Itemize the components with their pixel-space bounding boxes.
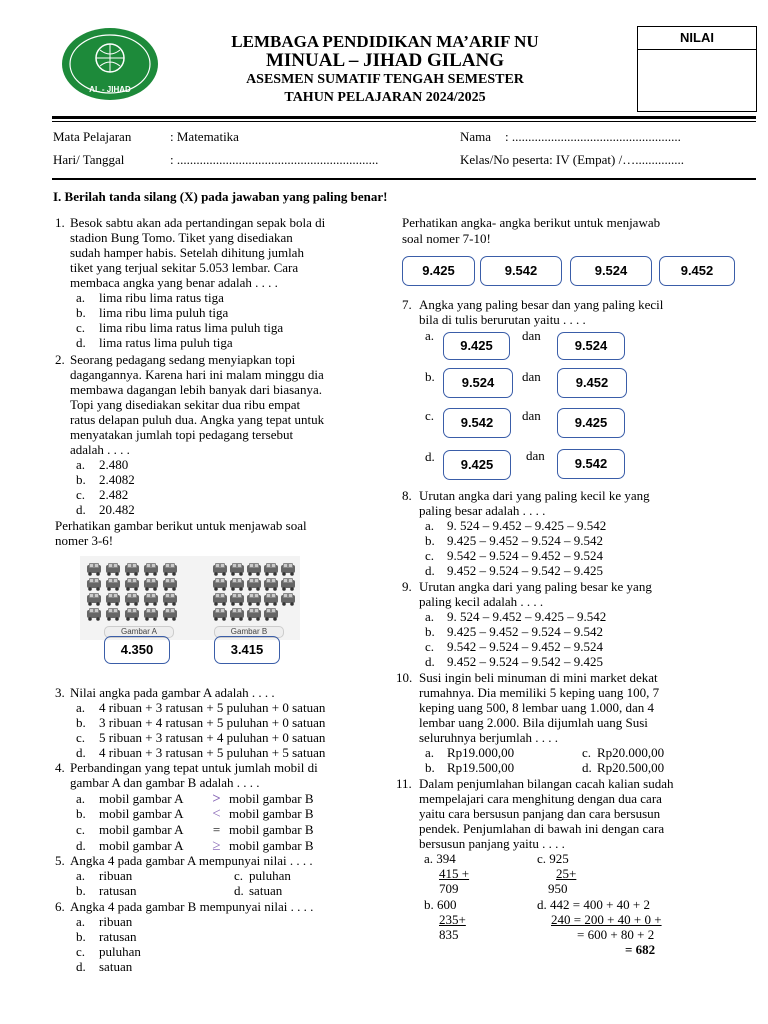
option[interactable]: a. ribuan [76, 868, 133, 883]
q11-option-a[interactable]: a. 394 415 + 709 [424, 851, 470, 896]
q7-option-letter: b. [425, 369, 435, 384]
car-icon [105, 592, 121, 606]
less-than-symbol: < [212, 806, 221, 822]
option[interactable]: b. ratusan [76, 929, 137, 944]
option[interactable]: d. 9.452 – 9.524 – 9.542 – 9.425 [425, 563, 603, 578]
q6-text: Angka 4 pada gambar B mempunyai nilai . . . . [70, 899, 314, 914]
q8-number: 8. [402, 488, 412, 503]
car-icon [162, 577, 178, 591]
car-icon [246, 607, 262, 621]
picture-b-label: Gambar B [214, 626, 284, 638]
option[interactable]: a. 9. 524 – 9.452 – 9.425 – 9.542 [425, 518, 607, 533]
equals-symbol: = [212, 822, 221, 837]
q7-option-letter: c. [425, 408, 435, 423]
info-divider [52, 178, 756, 180]
q9-options [425, 609, 606, 669]
car-icon [143, 607, 159, 621]
number-box: 9.524 [570, 256, 652, 286]
car-icon [246, 562, 262, 576]
dan-label: dan [522, 328, 541, 343]
q4-options [76, 791, 314, 854]
q7-option-c-second[interactable]: 9.425 [557, 408, 625, 438]
number-box: 9.425 [402, 256, 475, 286]
q7-option-letter: a. [425, 328, 435, 343]
option[interactable]: a. Rp19.000,00 [425, 745, 515, 760]
intro-7-10: Perhatikan angka- angka berikut untuk menjawab soal nomer 7-10! [402, 215, 661, 246]
car-icon [105, 577, 121, 591]
q5-options [76, 868, 291, 898]
option[interactable]: b. ratusan [76, 883, 137, 898]
car-icon [86, 577, 102, 591]
option[interactable]: c. puluhan [76, 944, 141, 959]
header-divider [52, 116, 756, 119]
option[interactable]: a. ribuan [76, 914, 133, 929]
option[interactable]: c. 9.542 – 9.524 – 9.452 – 9.524 [425, 548, 603, 563]
number-box: 9.452 [659, 256, 735, 286]
option[interactable]: d. lima ratus lima puluh tiga [76, 335, 233, 350]
q7-option-b-first[interactable]: 9.524 [443, 368, 513, 398]
q7-option-c-first[interactable]: 9.542 [443, 408, 511, 438]
svg-text:AL - JIHAD: AL - JIHAD [89, 85, 131, 94]
car-icon [124, 607, 140, 621]
car-pictures [80, 556, 300, 640]
car-icon [124, 592, 140, 606]
date-field[interactable]: : .............................................................. [170, 152, 379, 167]
option[interactable]: c. 2.482 [76, 487, 129, 502]
score-box[interactable] [637, 26, 757, 112]
option[interactable]: a. lima ribu lima ratus tiga [76, 290, 224, 305]
q3-number: 3. [55, 685, 65, 700]
car-icon [143, 592, 159, 606]
q10-text: Susi ingin beli minuman di mini market dekat rumahnya. Dia memiliki 5 keping uang 100, 7 keping uang 500, 8 lembar uang 1.000, dan 4 lembar uang 2.000. Bila dijumlah uang Susi seluruhnya berjumlah . . . . [419, 670, 660, 745]
q5-number: 5. [55, 853, 65, 868]
car-icon [105, 562, 121, 576]
option[interactable]: b. lima ribu lima puluh tiga [76, 305, 229, 320]
q8-text: Urutan angka dari yang paling kecil ke yang paling besar adalah . . . . [419, 488, 650, 518]
q9-number: 9. [402, 579, 412, 594]
option[interactable]: c. 9.542 – 9.524 – 9.452 – 9.524 [425, 639, 603, 654]
option[interactable]: b. 3 ribuan + 4 ratusan + 5 puluhan + 0 satuan [76, 715, 326, 730]
subject-label: Mata Pelajaran [53, 129, 132, 144]
date-label: Hari/ Tanggal [53, 152, 125, 167]
car-icon [263, 562, 279, 576]
option[interactable]: d. 9.452 – 9.524 – 9.542 – 9.425 [425, 654, 603, 669]
q3-options [76, 700, 325, 760]
option[interactable]: a. 9. 524 – 9.452 – 9.425 – 9.542 [425, 609, 607, 624]
name-label: Nama [460, 129, 492, 144]
picture-a-value: 4.350 [104, 636, 170, 664]
score-label: NILAI [638, 27, 756, 50]
q1-text: Besok sabtu akan ada pertandingan sepak bola di stadion Bung Tomo. Tiket yang disediakan sudah hamper habis. Setelah dihitung jumlah tiket yang terjual sekitar 5.053 lembar. Cara membaca angka yang benar adalah . . . . [70, 215, 326, 290]
option[interactable]: c. Rp20.000,00 [582, 745, 665, 760]
q4-number: 4. [55, 760, 65, 775]
option[interactable]: b. 9.425 – 9.452 – 9.524 – 9.542 [425, 624, 603, 639]
q11-text: Dalam penjumlahan bilangan cacah kalian sudah mempelajari cara menghitung dengan dua cara yaitu cara bersusun panjang dan cara bersusun pendek. Penjumlahan di bawah ini dengan cara bersusun panjang yaitu . . . . [419, 776, 674, 851]
q7-option-d-second[interactable]: 9.542 [557, 449, 625, 479]
option[interactable]: b. Rp19.500,00 [425, 760, 515, 775]
option[interactable]: d. 4 ribuan + 3 ratusan + 5 puluhan + 5 satuan [76, 745, 326, 760]
option[interactable]: c. puluhan [234, 868, 291, 883]
q7-option-letter: d. [425, 449, 435, 464]
car-icon [124, 562, 140, 576]
option[interactable]: b. mobil gambar A < mobil gambar B [76, 806, 314, 822]
car-icon [105, 607, 121, 621]
q4-text: Perbandingan yang tepat untuk jumlah mobil di gambar A dan gambar B adalah . . . . [70, 760, 318, 790]
q1-number: 1. [55, 215, 65, 230]
car-icon [263, 607, 279, 621]
q2-text: Seorang pedagang sedang menyiapkan topi dagangannya. Karena hari ini malam minggu dia membawa dagangan lebih banyak dari biasanya. Topi yang disediakan sekitar dua ribu empat ratus delapan puluh dua. Angka yang tepat untuk menyatakan jumlah topi pedagang tersebut adalah . . . . [70, 352, 325, 457]
number-box: 9.542 [480, 256, 562, 286]
car-icon [212, 592, 228, 606]
q8-options [425, 518, 606, 578]
option[interactable]: a. 4 ribuan + 3 ratusan + 5 puluhan + 0 satuan [76, 700, 326, 715]
car-icon [162, 592, 178, 606]
car-icon [86, 592, 102, 606]
car-icon [246, 577, 262, 591]
q11-option-c[interactable]: c. 925 25+ 950 [537, 851, 577, 896]
exam-name: ASESMEN SUMATIF TENGAH SEMESTER [246, 72, 524, 87]
org-name: LEMBAGA PENDIDIKAN MA’ARIF NU [231, 32, 539, 51]
car-icon [263, 577, 279, 591]
car-icon [229, 577, 245, 591]
class-field[interactable]: Kelas/No peserta: IV (Empat) /…............... [460, 152, 684, 167]
q11-option-d[interactable]: d. 442 = 400 + 40 + 2 240 = 200 + 40 + 0 + = 600 + 80 + 2 = 682 [537, 897, 662, 957]
q7-option-a-second[interactable]: 9.524 [557, 332, 625, 360]
car-icon [212, 562, 228, 576]
q10-number: 10. [396, 670, 413, 685]
car-icon [212, 607, 228, 621]
car-icon [162, 562, 178, 576]
q6-number: 6. [55, 899, 65, 914]
option[interactable]: c. 5 ribuan + 3 ratusan + 4 puluhan + 0 satuan [76, 730, 326, 745]
school-logo [60, 26, 160, 102]
car-icon [280, 562, 296, 576]
dan-label: dan [526, 448, 545, 463]
greater-equal-symbol: ≥ [212, 838, 221, 854]
picture-b-value: 3.415 [214, 636, 280, 664]
q6-options [76, 914, 141, 974]
q7-text: Angka yang paling besar dan yang paling kecil bila di tulis berurutan yaitu . . . . [419, 297, 664, 327]
header-divider-thin [52, 121, 756, 122]
q7-option-a-first[interactable]: 9.425 [443, 332, 510, 360]
q3-text: Nilai angka pada gambar A adalah . . . . [70, 685, 275, 700]
car-icon [212, 577, 228, 591]
car-icon [162, 607, 178, 621]
dan-label: dan [522, 369, 541, 384]
q2-options [76, 457, 135, 517]
q5-text: Angka 4 pada gambar A mempunyai nilai . . . . [70, 853, 313, 868]
section-instruction: I. Berilah tanda silang (X) pada jawaban yang paling benar! [53, 189, 388, 204]
car-icon [246, 592, 262, 606]
car-icon [263, 592, 279, 606]
name-field[interactable]: : .................................................... [505, 129, 681, 144]
q2-number: 2. [55, 352, 65, 367]
greater-than-symbol: > [212, 791, 221, 807]
car-icon [143, 577, 159, 591]
car-icon [280, 577, 296, 591]
option[interactable]: a. mobil gambar A > mobil gambar B [76, 791, 314, 807]
option[interactable]: d. satuan [234, 883, 283, 898]
q9-text: Urutan angka dari yang paling besar ke yang paling kecil adalah . . . . [419, 579, 652, 609]
q11-number: 11. [396, 776, 412, 791]
option[interactable]: d. 20.482 [76, 502, 135, 517]
q7-number: 7. [402, 297, 412, 312]
car-icon [229, 607, 245, 621]
picture-a-label: Gambar A [104, 626, 174, 638]
option[interactable]: c. lima ribu lima ratus lima puluh tiga [76, 320, 284, 335]
q10-options [425, 745, 664, 775]
car-icon [229, 562, 245, 576]
dan-label: dan [522, 408, 541, 423]
school-name: MINUAL – JIHAD GILANG [265, 50, 505, 71]
car-icon [86, 562, 102, 576]
subject-value: : Matematika [170, 129, 239, 144]
option[interactable]: d. mobil gambar A ≥ mobil gambar B [76, 838, 314, 854]
option[interactable]: c. mobil gambar A = mobil gambar B [76, 822, 314, 837]
car-icon [86, 607, 102, 621]
car-icon [124, 577, 140, 591]
q11-option-b[interactable]: b. 600 235+ 835 [424, 897, 466, 942]
option[interactable]: d. Rp20.500,00 [582, 760, 665, 775]
option[interactable]: d. satuan [76, 959, 133, 974]
school-year: TAHUN PELAJARAN 2024/2025 [284, 90, 486, 105]
option[interactable]: b. 9.425 – 9.452 – 9.524 – 9.542 [425, 533, 603, 548]
q1-options [76, 290, 283, 350]
q7-option-d-first[interactable]: 9.425 [443, 450, 511, 480]
intro-3-6: Perhatikan gambar berikut untuk menjawab soal nomer 3-6! [55, 518, 307, 548]
car-icon [229, 592, 245, 606]
option[interactable]: b. 2.4082 [76, 472, 135, 487]
car-icon [280, 592, 296, 606]
q7-option-b-second[interactable]: 9.452 [557, 368, 627, 398]
option[interactable]: a. 2.480 [76, 457, 129, 472]
car-icon [143, 562, 159, 576]
